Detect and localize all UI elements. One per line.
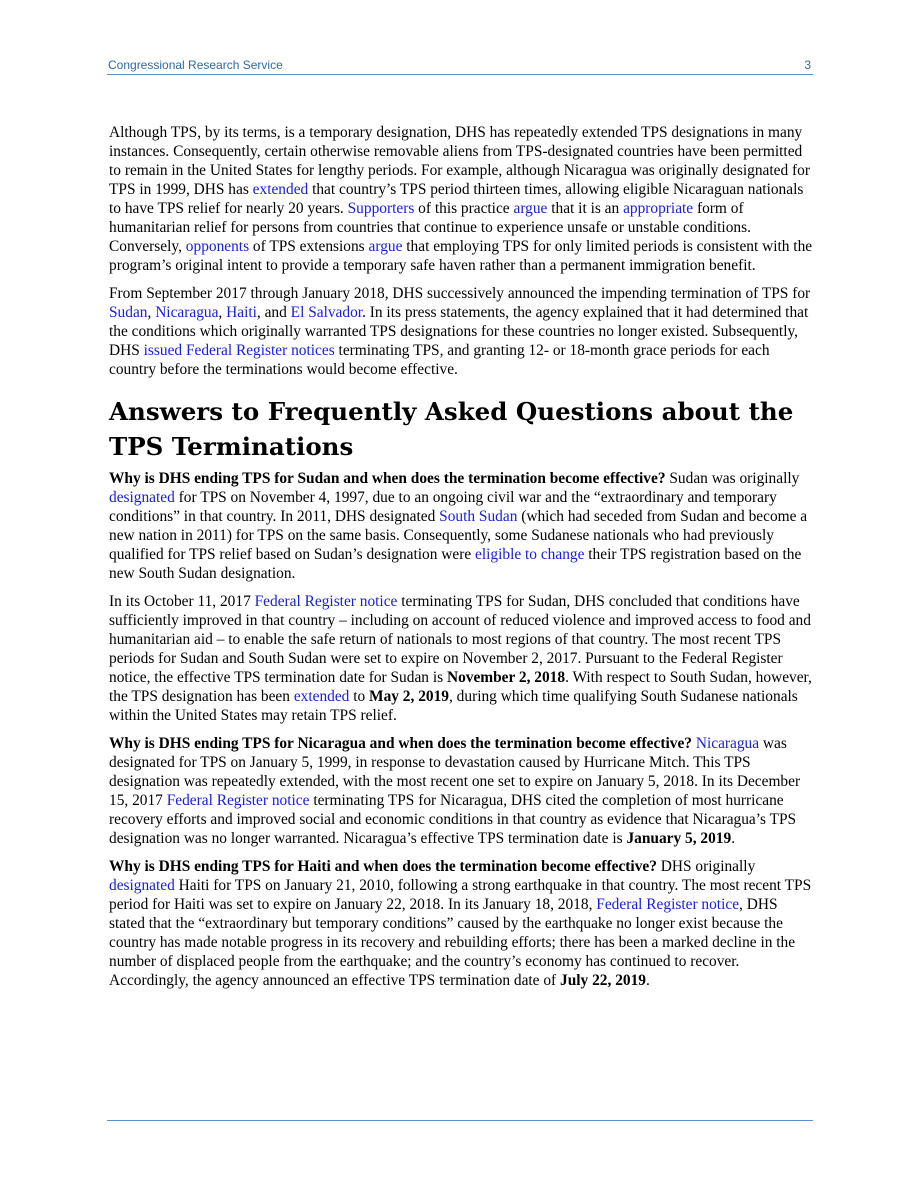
inline-link[interactable]: argue: [368, 238, 403, 255]
inline-link[interactable]: argue: [513, 200, 548, 217]
text-run: , DHS stated that the “extraordinary but temporary conditions” caused by the earthquake no longer exist because the country has made notable progress in its recovery and rebuilding efforts; there has been a marked decline in the number of displaced people from the earthquake; and the country’s economy has continued to recover. Accordingly, the agency announced an effective TPS termination date of: [109, 896, 796, 989]
faq-paragraph: [109, 592, 813, 725]
paragraph: [109, 123, 813, 275]
text-run: , during which time qualifying South Sudanese nationals within the United States may retain TPS relief.: [109, 688, 798, 724]
bold-text: November 2, 2018: [446, 669, 566, 686]
text-run: ,: [218, 304, 227, 321]
inline-link[interactable]: designated: [109, 877, 175, 894]
text-run: form of humanitarian relief for persons from countries that continue to experience unsafe or unstable conditions. Conversely,: [109, 200, 751, 255]
bold-text: July 22, 2019: [560, 972, 646, 989]
inline-link[interactable]: South Sudan: [439, 508, 518, 525]
text-run: (which had seceded from Sudan and become a new nation in 2011) for TPS on the same basis. Consequently, some Sudanese nationals who had previously qualified for TPS relief based on Sudan’s designation were: [109, 508, 808, 563]
text-run: to: [349, 688, 370, 705]
bold-text: January 5, 2019: [626, 830, 732, 847]
paragraph: [109, 284, 813, 379]
text-run: that country’s TPS period thirteen times, allowing eligible Nicaraguan nationals to have TPS relief for nearly 20 years.: [109, 181, 804, 217]
text-run: of this practice: [414, 200, 514, 217]
text-run: that it is an: [547, 200, 624, 217]
text-run: terminating TPS, and granting 12- or 18-month grace periods for each country before the terminations would become effective.: [109, 342, 770, 378]
inline-link[interactable]: Federal Register notice: [596, 896, 740, 913]
text-run: In its October 11, 2017: [109, 593, 255, 610]
inline-link[interactable]: extended: [252, 181, 309, 198]
document-body: [109, 123, 813, 999]
inline-link[interactable]: Nicaragua: [155, 304, 219, 321]
inline-link[interactable]: Haiti: [226, 304, 257, 321]
inline-link[interactable]: Nicaragua: [695, 735, 760, 752]
bold-text: Why is DHS ending TPS for Nicaragua and when does the termination become effective?: [109, 735, 692, 752]
inline-link[interactable]: opponents: [185, 238, 250, 255]
bold-text: May 2, 2019: [369, 688, 449, 705]
text-run: , and: [256, 304, 291, 321]
text-run: terminating TPS for Nicaragua, DHS cited the completion of most hurricane recovery efforts and improved social and economic conditions in that country as evidence that Nicaragua’s TPS designation was no longer warranted. Nicaragua’s effective TPS termination date is: [109, 792, 797, 847]
footer-rule: [107, 1120, 813, 1121]
text-run: .: [731, 830, 736, 847]
inline-link[interactable]: Sudan: [109, 304, 148, 321]
inline-link[interactable]: appropriate: [623, 200, 694, 217]
inline-link[interactable]: eligible to change: [475, 546, 585, 563]
text-run: Sudan was originally: [665, 470, 800, 487]
text-run: DHS originally: [656, 858, 756, 875]
text-run: ,: [147, 304, 156, 321]
inline-link[interactable]: Federal Register notice: [254, 593, 398, 610]
text-run: . In its press statements, the agency explained that it had determined that the conditions which originally warranted TPS designations for these countries no longer existed. Subsequently, DHS: [109, 304, 809, 359]
text-run: of TPS extensions: [249, 238, 369, 255]
inline-link[interactable]: extended: [293, 688, 350, 705]
inline-link[interactable]: designated: [109, 489, 175, 506]
bold-text: Why is DHS ending TPS for Sudan and when does the termination become effective?: [109, 470, 666, 487]
inline-link[interactable]: El Salvador: [290, 304, 363, 321]
faq-paragraph: [109, 469, 813, 583]
faq-paragraph: [109, 734, 813, 848]
text-run: their TPS registration based on the new South Sudan designation.: [109, 546, 802, 582]
text-run: terminating TPS for Sudan, DHS concluded that conditions have sufficiently improved in that country – including on account of reduced violence and improved access to food and humanitarian aid – to enable the safe return of nationals to most regions of that country. The most recent TPS periods for Sudan and South Sudan were set to expire on November 2, 2017. Pursuant to the Federal Register notice, the effective TPS termination date for Sudan is: [109, 593, 811, 686]
inline-link[interactable]: Federal Register notice: [166, 792, 310, 809]
header-rule: [107, 74, 813, 75]
inline-link[interactable]: issued Federal Register notices: [143, 342, 335, 359]
text-run: Although TPS, by its terms, is a temporary designation, DHS has repeatedly extended TPS designations in many instances. Consequently, certain otherwise removable aliens from TPS-designated countries have been permitted to remain in the United States for lengthy periods. For example, although Nicaragua was originally designated for TPS in 1999, DHS has: [109, 124, 810, 198]
text-run: Haiti for TPS on January 21, 2010, following a strong earthquake in that country. The most recent TPS period for Haiti was set to expire on January 22, 2018. In its January 18, 2018,: [109, 877, 812, 913]
text-run: .: [645, 972, 650, 989]
text-run: for TPS on November 4, 1997, due to an ongoing civil war and the “extraordinary and temporary conditions” in that country. In 2011, DHS designated: [109, 489, 777, 525]
header-org: Congressional Research Service: [108, 58, 283, 72]
running-header: [107, 58, 813, 74]
text-run: was designated for TPS on January 5, 1999, in response to devastation caused by Hurricane Mitch. This TPS designation was repeatedly extended, with the most recent one set to expire on January 5, 2018. In its December 15, 2017: [109, 735, 801, 809]
faq-paragraph: [109, 857, 813, 990]
inline-link[interactable]: Supporters: [347, 200, 415, 217]
bold-text: Why is DHS ending TPS for Haiti and when does the termination become effective?: [109, 858, 657, 875]
text-run: From September 2017 through January 2018, DHS successively announced the impending termination of TPS for: [109, 285, 811, 302]
text-run: that employing TPS for only limited periods is consistent with the program’s original intent to provide a temporary safe haven rather than a permanent immigration benefit.: [109, 238, 813, 274]
section-heading: Answers to Frequently Asked Questions about the TPS Terminations: [109, 397, 794, 461]
page-number: 3: [804, 58, 811, 72]
text-run: . With respect to South Sudan, however, the TPS designation has been: [109, 669, 812, 705]
